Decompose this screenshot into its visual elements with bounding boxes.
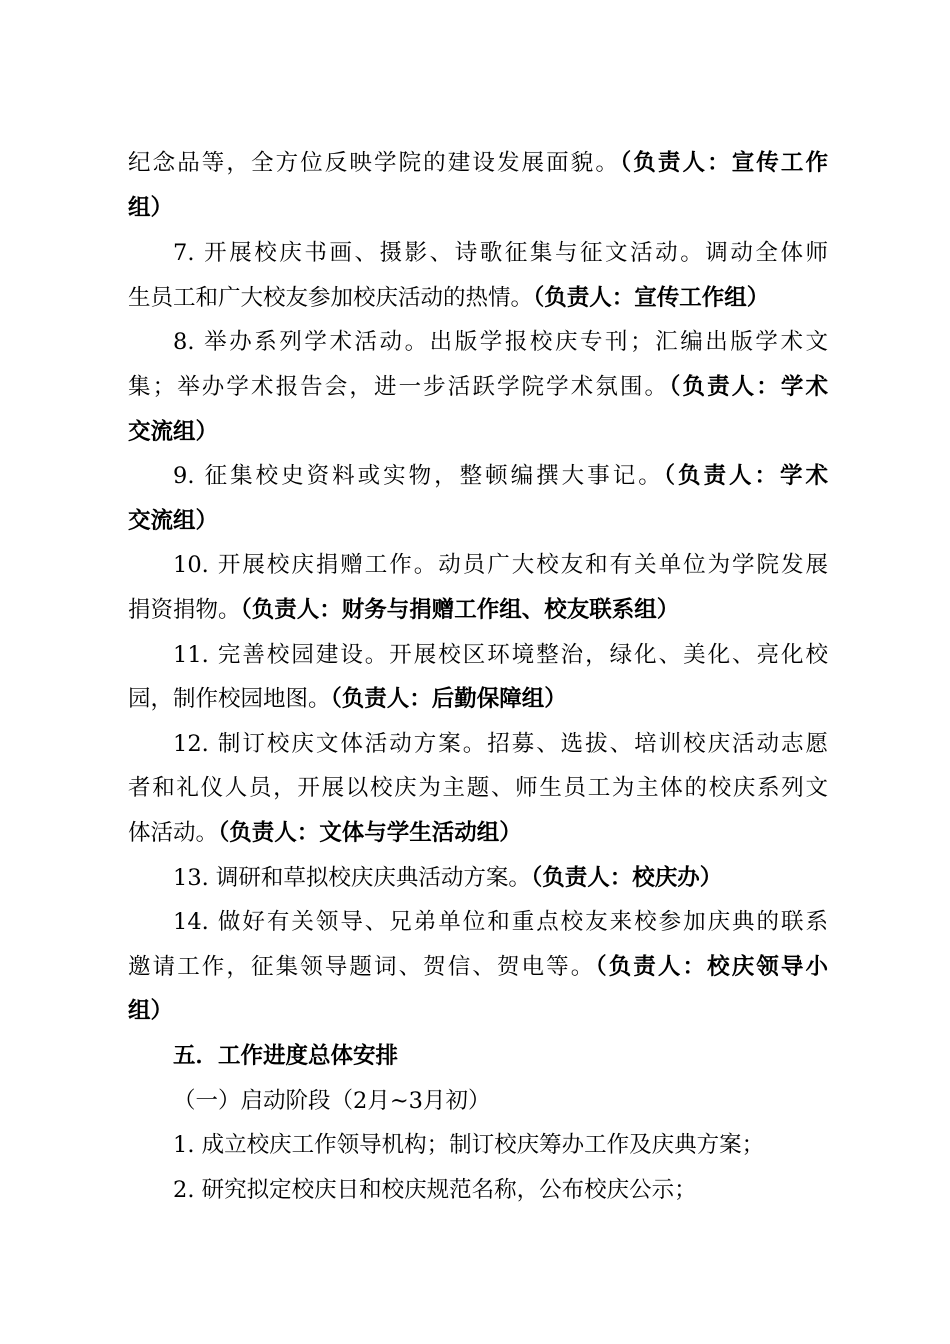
responsible-note: 交流组） (128, 508, 219, 534)
line-text: 2. 研究拟定校庆日和校庆规范名称，公布校庆公示； (173, 1177, 697, 1203)
responsible-note: 交流组） (128, 419, 219, 445)
paragraph-line (128, 768, 828, 808)
line-text: 捐资捐物。 (128, 597, 241, 623)
responsible-note: （负责人：学术 (663, 463, 828, 489)
paragraph-line (128, 590, 828, 630)
responsible-note: （负责人：宣传工作 (619, 150, 828, 176)
paragraph-line (128, 278, 828, 318)
paragraph-line (128, 947, 828, 987)
paragraph-line (128, 367, 828, 407)
paragraph-line (128, 813, 828, 853)
line-text: 13. 调研和草拟校庆庆典活动方案。 (173, 865, 531, 891)
responsible-note: （负责人：财务与捐赠工作组、校友联系组） (240, 597, 680, 623)
paragraph-line (173, 322, 828, 362)
paragraph-line (173, 858, 828, 898)
paragraph-line (128, 412, 828, 452)
paragraph-line (173, 902, 828, 942)
paragraph-line (173, 1125, 828, 1165)
line-text: 1. 成立校庆工作领导机构；制订校庆筹办工作及庆典方案； (173, 1132, 765, 1158)
line-text: 者和礼仪人员，开展以校庆为主题、师生员工为主体的校庆系列文 (128, 775, 828, 801)
line-text: 10. 开展校庆捐赠工作。动员广大校友和有关单位为学院发展 (173, 552, 828, 578)
paragraph-line (128, 143, 828, 183)
paragraph-line (173, 233, 828, 273)
paragraph-line (173, 635, 828, 675)
responsible-note: （负责人：后勤保障组） (330, 686, 567, 712)
paragraph-line (128, 501, 828, 541)
paragraph-line (173, 1170, 828, 1210)
paragraph-line (173, 545, 828, 585)
section-heading (173, 1036, 828, 1076)
responsible-note: （负责人：校庆领导小 (595, 954, 828, 980)
paragraph-line (128, 991, 828, 1031)
line-text: （一）启动阶段（2月~3月初） (173, 1088, 491, 1114)
line-text: 7. 开展校庆书画、摄影、诗歌征集与征文活动。调动全体师 (173, 240, 828, 266)
responsible-note: （负责人：文体与学生活动组） (218, 820, 522, 846)
subsection-heading (173, 1081, 828, 1121)
line-text: 生员工和广大校友参加校庆活动的热情。 (128, 285, 534, 311)
line-text: 14. 做好有关领导、兄弟单位和重点校友来校参加庆典的联系 (173, 909, 828, 935)
responsible-note: （负责人：学术 (669, 374, 828, 400)
line-text: 11. 完善校园建设。开展校区环境整治，绿化、美化、亮化校 (173, 642, 828, 668)
responsible-note: 组） (128, 998, 174, 1024)
line-text: 纪念品等，全方位反映学院的建设发展面貌。 (128, 150, 620, 176)
responsible-note: 组） (128, 195, 174, 221)
line-text: 8. 举办系列学术活动。出版学报校庆专刊；汇编出版学术文 (173, 329, 828, 355)
responsible-note: （负责人：校庆办） (530, 865, 723, 891)
paragraph-line (128, 188, 828, 228)
paragraph-line (128, 679, 828, 719)
line-text: 9. 征集校史资料或实物，整顿编撰大事记。 (173, 463, 664, 489)
line-text: 邀请工作，征集领导题词、贺信、贺电等。 (128, 954, 596, 980)
line-text: 园，制作校园地图。 (128, 686, 331, 712)
responsible-note: （负责人：宣传工作组） (533, 285, 770, 311)
line-text: 集；举办学术报告会，进一步活跃学院学术氛围。 (128, 374, 670, 400)
line-text: 体活动。 (128, 820, 219, 846)
heading-text: 五．工作进度总体安排 (173, 1043, 399, 1069)
paragraph-line (173, 724, 828, 764)
line-text: 12. 制订校庆文体活动方案。招募、选拔、培训校庆活动志愿 (173, 731, 828, 757)
paragraph-line (173, 456, 828, 496)
